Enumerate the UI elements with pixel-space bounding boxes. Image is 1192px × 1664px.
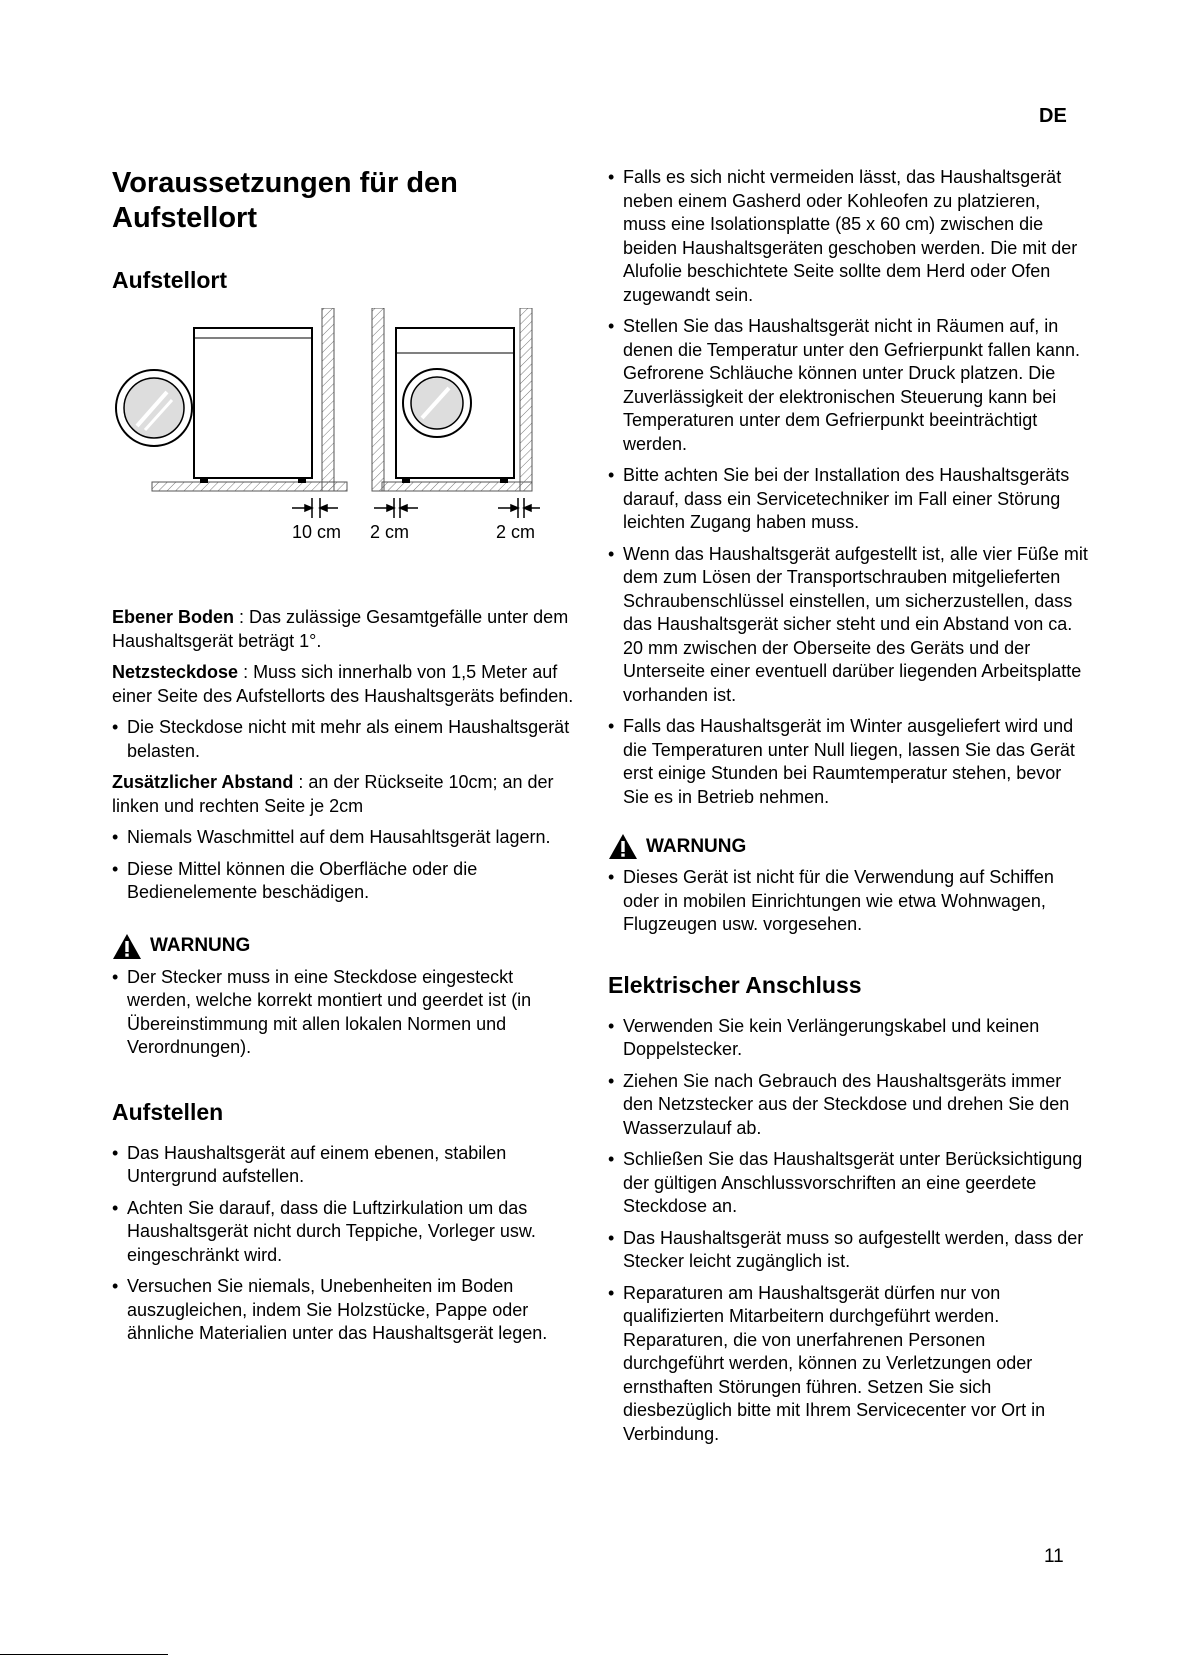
bullet-list-installation <box>608 166 1088 809</box>
page-number: 11 <box>1044 1546 1064 1567</box>
right-column <box>608 166 1088 1454</box>
label-netzsteckdose: Netzsteckdose <box>112 662 239 682</box>
warning-triangle-icon <box>112 933 142 960</box>
para-ebener-boden <box>112 606 582 653</box>
warning-list <box>112 966 582 1060</box>
list-item: • Schließen Sie das Haushaltsgerät unter Berücksichtigung der gültigen Anschlussvorschriften an eine geerdete Steckdose an. <box>608 1148 1088 1219</box>
warning-label: WARNUNG <box>150 935 251 956</box>
label-ebener-boden: Ebener Boden <box>112 607 235 627</box>
warning-label: WARNUNG <box>646 835 747 857</box>
language-code: DE <box>1039 105 1067 127</box>
list-item: • Die Steckdose nicht mit mehr als einem Haushaltsgerät belasten. <box>112 716 582 763</box>
list-item: • Reparaturen am Haushaltsgerät dürfen nur von qualifizierten Mitarbeitern durchgeführt werden. Reparaturen, die von unerfahrenen Personen durchgeführt werden, können zu Verletzungen oder ernsthaften Störungen führen. Setzen Sie sich diesbezüglich bitte mit Ihrem Servicecenter vor Ort in Verbindung. <box>608 1282 1088 1447</box>
list-item: • Der Stecker muss in eine Steckdose eingesteckt werden, welche korrekt montiert und geerdet ist (in Übereinstimmung mit allen lokalen Normen und Verordnungen). <box>112 966 582 1060</box>
list-item: • Versuchen Sie niemals, Unebenheiten im Boden auszugleichen, indem Sie Holzstücke, Pappe oder ähnliche Materialien unter das Haushaltsgerät legen. <box>112 1275 582 1346</box>
section-heading-aufstellort: Aufstellort <box>112 267 227 293</box>
list-item: • Diese Mittel können die Oberfläche oder die Bedienelemente beschädigen. <box>112 858 582 905</box>
footer-rule <box>0 1654 168 1655</box>
list-item: • Falls das Haushaltsgerät im Winter ausgeliefert wird und die Temperaturen unter Null liegen, lassen Sie das Gerät erst einige Stunden bei Raumtemperatur stehen, bevor Sie es in Betrieb nehmen. <box>608 715 1088 809</box>
text-netzsteckdose: : Muss sich innerhalb von 1,5 Meter auf einer Seite des Aufstellorts des Haushaltsgeräts befinden. <box>112 662 574 706</box>
list-item: • Verwenden Sie kein Verlängerungskabel und keinen Doppelstecker. <box>608 1015 1088 1062</box>
warning-heading <box>112 933 582 960</box>
bullet-list-aufstellen <box>112 1142 582 1346</box>
label-abstand: Zusätzlicher Abstand <box>112 772 294 792</box>
list-item: • Achten Sie darauf, dass die Luftzirkulation um das Haushaltsgerät nicht durch Teppiche, Vorleger usw. eingeschränkt wird. <box>112 1197 582 1268</box>
para-zusaetzlicher-abstand <box>112 771 582 818</box>
section-heading-elektrischer-anschluss: Elektrischer Anschluss <box>608 971 862 998</box>
clearance-diagram <box>112 308 582 608</box>
bullet-list-waschmittel <box>112 826 582 905</box>
warning-heading <box>608 833 1088 860</box>
list-item: • Ziehen Sie nach Gebrauch des Haushaltsgeräts immer den Netzstecker aus der Steckdose und drehen Sie den Wasserzulauf ab. <box>608 1070 1088 1141</box>
dim-label-left: 2 cm <box>370 522 410 542</box>
list-item: • Stellen Sie das Haushaltsgerät nicht in Räumen auf, in denen die Temperatur unter den Gefrierpunkt fallen kann. Gefrorene Schläuche können unter Druck platzen. Die Zuverlässigkeit der elektronischen Steuerung kann bei Temperaturen unter dem Gefrierpunkt beeinträchtigt werden. <box>608 315 1088 456</box>
list-item: • Das Haushaltsgerät muss so aufgestellt werden, dass der Stecker leicht zugänglich ist. <box>608 1227 1088 1274</box>
list-item: • Das Haushaltsgerät auf einem ebenen, stabilen Untergrund aufstellen. <box>112 1142 582 1189</box>
list-item: • Dieses Gerät ist nicht für die Verwendung auf Schiffen oder in mobilen Einrichtungen wie etwa Wohnwagen, Flugzeugen usw. vorgesehen. <box>608 866 1088 937</box>
bullet-list-elektrisch <box>608 1015 1088 1447</box>
list-item: • Niemals Waschmittel auf dem Hausahltsgerät lagern. <box>112 826 582 850</box>
dim-label-back: 10 cm <box>292 522 342 542</box>
warning-triangle-icon <box>608 833 638 860</box>
bullet-list-steckdose <box>112 716 582 763</box>
text-ebener-boden: : Das zulässige Gesamtgefälle unter dem Haushaltsgerät beträgt 1°. <box>112 607 569 651</box>
section-heading-aufstellen: Aufstellen <box>112 1098 224 1125</box>
list-item: • Bitte achten Sie bei der Installation des Haushaltsgeräts darauf, dass ein Servicetechniker im Fall einer Störung leichten Zugang haben muss. <box>608 464 1088 535</box>
dim-label-right: 2 cm <box>496 522 536 542</box>
text-abstand: : an der Rückseite 10cm; an der linken und rechten Seite je 2cm <box>112 772 554 816</box>
page-title: Voraussetzungen für den Aufstellort <box>112 167 458 234</box>
list-item: • Wenn das Haushaltsgerät aufgestellt ist, alle vier Füße mit dem zum Lösen der Transportschrauben mitgelieferten Schraubenschlüssel einstellen, um sicherzustellen, dass das Haushaltsgerät sicher steht und ein Abstand von ca. 20 mm zwischen der Oberseite des Geräts und der Unterseite einer eventuell darüber liegenden Arbeitsplatte vorhanden ist. <box>608 543 1088 708</box>
left-column <box>112 166 582 1354</box>
list-item: • Falls es sich nicht vermeiden lässt, das Haushaltsgerät neben einem Gasherd oder Kohleofen zu platzieren, muss eine Isolationsplatte (85 x 60 cm) zwischen die beiden Haushaltsgeräten geschoben werden. Die mit der Alufolie beschichtete Seite sollte dem Herd oder Ofen zugewandt sein. <box>608 166 1088 307</box>
warning-list <box>608 866 1088 937</box>
washer-clearance-illustration <box>112 308 582 578</box>
para-netzsteckdose <box>112 661 582 708</box>
